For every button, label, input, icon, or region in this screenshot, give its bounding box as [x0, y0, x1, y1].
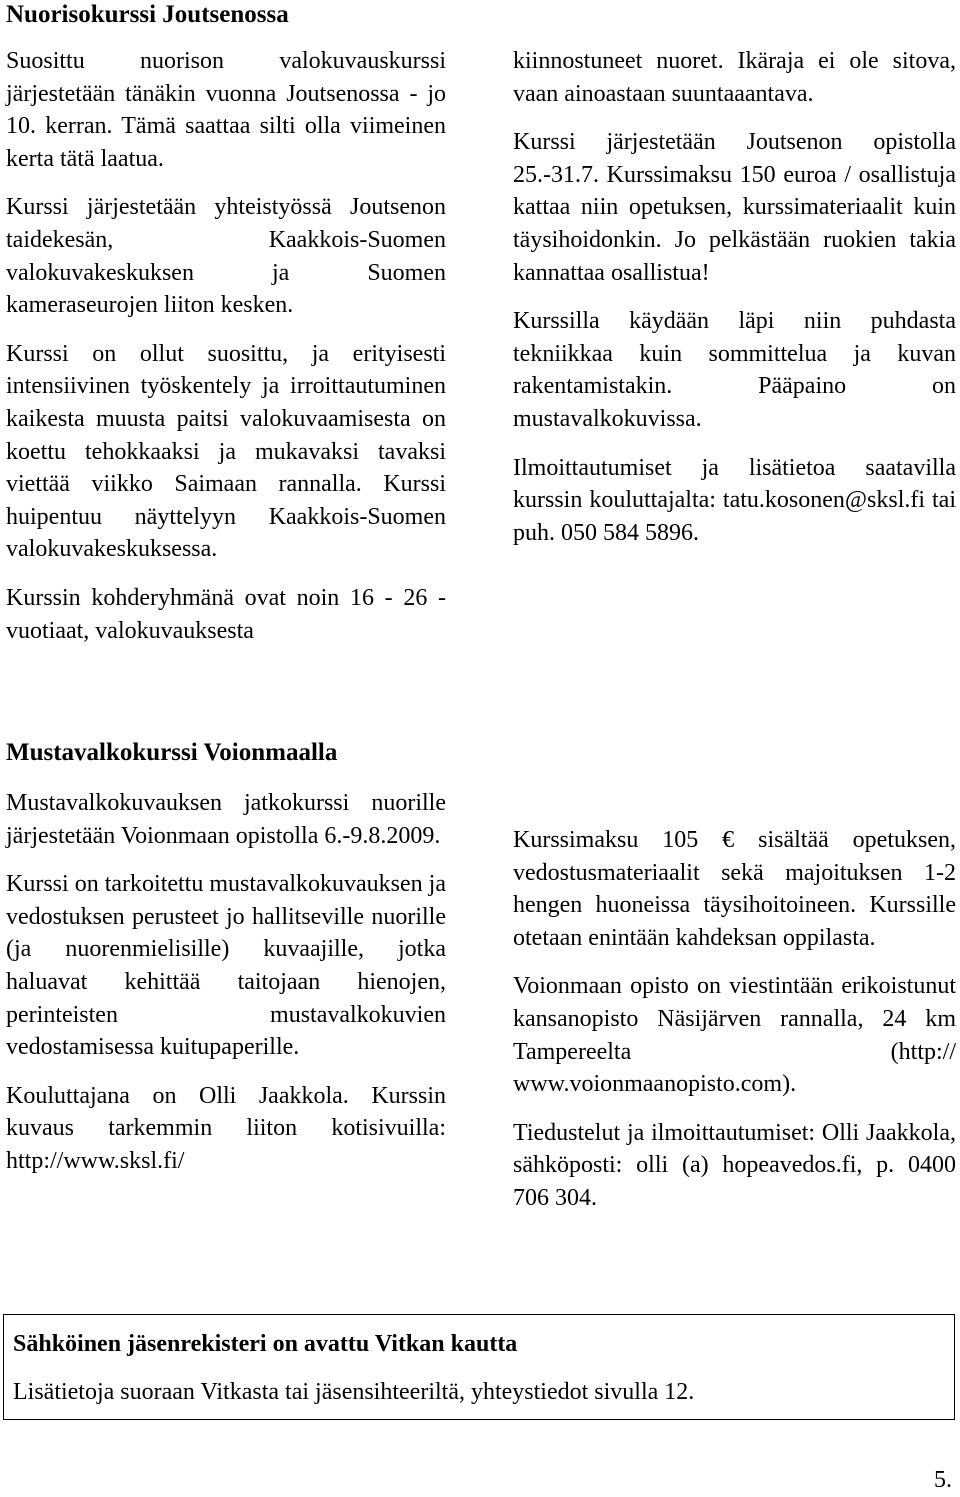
article-paragraph: Voionmaan opisto on viestintään erikoistunut kansanopisto Näsijärven rannalla, 24 km Tampereelta (http:// www.voionmaanopisto.com). [513, 973, 956, 1098]
article-paragraph: Kurssimaksu 105 € sisältää opetuksen, vedostusmateriaalit sekä majoituksen 1-2 hengen huoneissa täysihoitoineen. Kurssille otetaan enintään kahdeksan oppilasta. [513, 827, 956, 951]
article-voionmaa-right-column [513, 824, 956, 1215]
article-paragraph: Mustavalkokuvauksen jatkokurssi nuorille järjestetään Voionmaan opistolla 6.-9.8.2009. [6, 790, 446, 849]
article-joutseno-left-column [6, 45, 446, 647]
article-paragraph: Kurssi järjestetään Joutsenon opistolla 25.-31.7. Kurssimaksu 150 euroa / osallistuja kattaa niin opetuksen, kurssimateriaalit kuin täysihoidonkin. Jo pelkästään ruokien takia kannattaa osallistua! [513, 129, 956, 286]
page-number: 5. [934, 1467, 952, 1493]
member-registry-notice-box [3, 1314, 955, 1420]
article-paragraph: Kurssilla käydään läpi niin puhdasta tekniikkaa kuin sommittelua ja kuvan rakentamistakin. Pääpaino on mustavalkokuvissa. [513, 308, 956, 432]
article-paragraph: Kurssi on ollut suosittu, ja erityisesti intensiivinen työskentely ja irroittautuminen kaikesta muusta paitsi valokuvaamisesta on koettu tehokkaaksi ja mukavaksi tavaksi viettää viikko Saimaan rannalla. Kurssi huipentuu näyttelyyn Kaakkois-Suomen valokuvakeskuksessa. [6, 340, 446, 563]
article-paragraph: Kurssi on tarkoitettu mustavalkokuvauksen ja vedostuksen perusteet jo hallitseville nuorille (ja nuorenmielisille) kuvaajille, jotka haluavat kehittää taitojaan hienojen, perinteisten mustavalkokuvien vedostamisessa kuitupaperille. [6, 871, 446, 1061]
article-voionmaa-left-column [6, 787, 446, 1178]
article-title-voionmaa: Mustavalkokurssi Voionmaalla [6, 739, 338, 766]
article-joutseno-right-column [513, 45, 956, 549]
article-paragraph: Tiedustelut ja ilmoittautumiset: Olli Jaakkola, sähköposti: olli (a) hopeavedos.fi, p. 0400 706 304. [513, 1119, 956, 1211]
article-paragraph: Ilmoittautumiset ja lisätietoa saatavilla kurssin kouluttajalta: tatu.kosonen@sksl.fi tai puh. 050 584 5896. [513, 454, 956, 546]
article-paragraph: Suosittu nuorison valokuvauskurssi järjestetään tänäkin vuonna Joutsenossa - jo 10. kerran. Tämä saattaa silti olla viimeinen kerta tätä laatua. [6, 48, 446, 172]
article-title-joutseno: Nuorisokurssi Joutsenossa [6, 1, 289, 28]
notice-text: Lisätietoja suoraan Vitkasta tai jäsensihteeriltä, yhteystiedot sivulla 12. [13, 1379, 695, 1405]
article-paragraph: Kurssi järjestetään yhteistyössä Joutsenon taidekesän, Kaakkois-Suomen valokuvakeskuksen ja Suomen kameraseurojen liiton kesken. [6, 194, 446, 319]
article-paragraph: kiinnostuneet nuoret. Ikäraja ei ole sitova, vaan ainoastaan suuntaaantava. [513, 48, 956, 107]
article-paragraph: Kouluttajana on Olli Jaakkola. Kurssin kuvaus tarkemmin liiton kotisivuilla: http://www.sksl.fi/ [6, 1082, 446, 1174]
notice-title: Sähköinen jäsenrekisteri on avattu Vitkan kautta [13, 1331, 518, 1357]
article-paragraph: Kurssin kohderyhmänä ovat noin 16 - 26 -vuotiaat, valokuvauksesta [6, 584, 446, 644]
